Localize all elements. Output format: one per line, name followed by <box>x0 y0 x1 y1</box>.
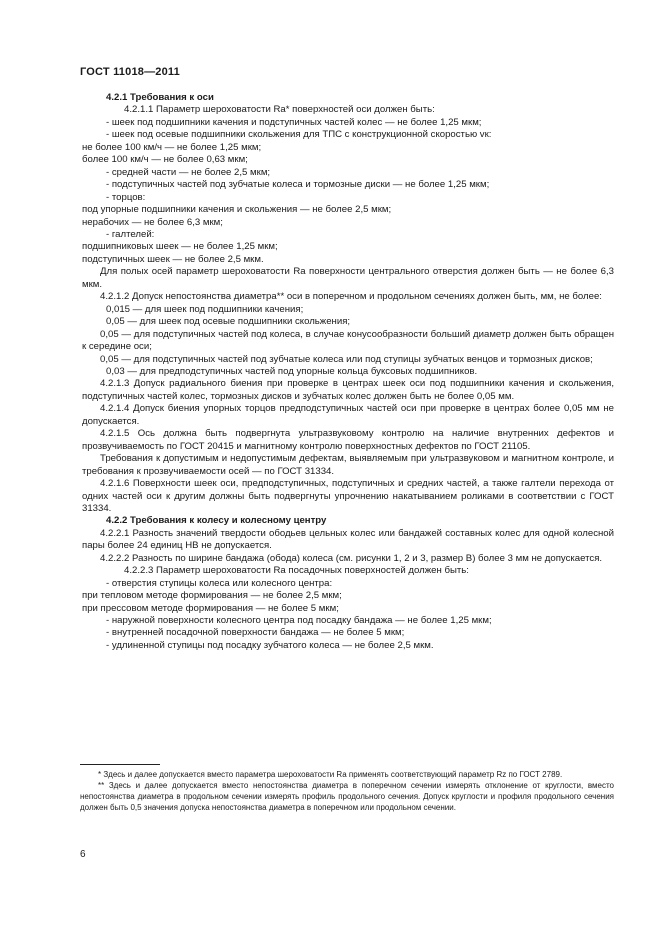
footnote-divider <box>80 764 160 765</box>
list-item: - галтелей: <box>106 228 155 240</box>
list-item: - отверстия ступицы колеса или колесного центра: <box>106 577 333 589</box>
list-item: - шеек под осевые подшипники скольжения для ТПС с конструкционной скоростью vк: <box>106 129 492 141</box>
document-body <box>82 92 614 652</box>
clause-text: 4.2.1.5 Ось должна быть подвергнута ультразвуковому контролю на наличие внутренних дефектов и прозвучиваемость по ГОСТ 20415 и магнитному контролю поверхностных дефектов по ГОСТ 21105. <box>82 428 614 452</box>
list-item: - подступичных частей под зубчатые колеса и тормозные диски — не более 1,25 мкм; <box>106 179 490 191</box>
footnotes <box>80 769 614 813</box>
list-item: - внутренней посадочной поверхности бандажа — не более 5 мкм; <box>106 627 405 639</box>
paragraph: Для полых осей параметр шероховатости Ra поверхности центрального отверстия должен быть — не более 6,3 мкм. <box>82 266 614 290</box>
list-subitem: под упорные подшипники качения и скольжения — не более 2,5 мкм; <box>82 204 392 216</box>
section-heading: 4.2.2 Требования к колесу и колесному центру <box>106 515 327 527</box>
list-subitem: более 100 км/ч — не более 0,63 мкм; <box>82 154 248 166</box>
footnote: ** Здесь и далее допускается вместо непостоянства диаметра в поперечном сечении измерять отклонение от круглости, вместо непостоянства диаметра в продольном сечении измерять профиль продольного сечения. Допуск круглости и профиля продольного сечения должен быть 0,5 значения допуска непостоянства диаметра в поперечном или продольном сечении. <box>80 781 614 812</box>
list-item: - торцов: <box>106 191 146 203</box>
list-subitem: при прессовом методе формирования — не более 5 мкм; <box>82 602 339 614</box>
clause-text: 4.2.1.6 Поверхности шеек оси, предподступичных, подступичных и средних частей, а также галтели перехода от одних частей оси к другим должны быть подвергнуты упрочнению накатыванием роликами в соответствии с ГОСТ 31334. <box>82 478 614 514</box>
list-item: 0,05 — для шеек под осевые подшипники скольжения; <box>106 316 351 328</box>
footnote: * Здесь и далее допускается вместо параметра шероховатости Ra применять соответствующий параметр Rz по ГОСТ 2789. <box>98 770 563 779</box>
list-item: 0,03 — для предподступичных частей под упорные кольца буксовых подшипников. <box>106 365 478 377</box>
list-subitem: не более 100 км/ч — не более 1,25 мкм; <box>82 141 262 153</box>
list-item: - шеек под подшипники качения и подступичных частей колес — не более 1,25 мкм; <box>106 116 482 128</box>
list-item: 0,05 — для подступичных частей под колеса, в случае конусообразности больший диаметр должен быть обращен к середине оси; <box>82 328 614 353</box>
clause-text: 4.2.1.2 Допуск непостоянства диаметра** оси в поперечном и продольном сечениях должен быть, мм, не более: <box>100 291 602 303</box>
clause-text: 4.2.2.1 Разность значений твердости ободьев цельных колес или бандажей составных колес для одной колесной пары более 24 единиц НВ не допускается. <box>82 527 614 552</box>
list-item: 0,05 — для подступичных частей под зубчатые колеса или под ступицы зубчатых венцов и тормозных дисков; <box>100 353 593 365</box>
clause-text: 4.2.2.2 Разность по ширине бандажа (обода) колеса (см. рисунки 1, 2 и 3, размер В) более 3 мм не допускается. <box>100 552 603 564</box>
page-number: 6 <box>80 849 86 860</box>
clause-text: 4.2.1.1 Параметр шероховатости Ra* поверхностей оси должен быть: <box>124 104 435 116</box>
list-subitem: подступичных шеек — не более 2,5 мкм. <box>82 253 264 265</box>
document-header: ГОСТ 11018—2011 <box>80 66 180 78</box>
section-heading: 4.2.1 Требования к оси <box>106 92 214 103</box>
clause-text: 4.2.2.3 Параметр шероховатости Ra посадочных поверхностей должен быть: <box>124 565 469 577</box>
paragraph: Требования к допустимым и недопустимым дефектам, выявляемым при ультразвуковом и магнитном контроле, и требования к прозвучиваемости осей — по ГОСТ 31334. <box>82 453 614 477</box>
clause-text: 4.2.1.4 Допуск биения упорных торцов предподступичных частей оси при проверке в центрах более 0,05 мм не допускается. <box>82 403 614 427</box>
list-item: - наружной поверхности колесного центра под посадку бандажа — не более 1,25 мкм; <box>106 615 492 627</box>
list-subitem: нерабочих — не более 6,3 мкм; <box>82 216 223 228</box>
list-item: - удлиненной ступицы под посадку зубчатого колеса — не более 2,5 мкм. <box>106 639 434 651</box>
list-subitem: при тепловом методе формирования — не более 2,5 мкм; <box>82 590 342 602</box>
list-item: 0,015 — для шеек под подшипники качения; <box>106 303 304 315</box>
list-item: - средней части — не более 2,5 мкм; <box>106 166 271 178</box>
list-subitem: подшипниковых шеек — не более 1,25 мкм; <box>82 241 278 253</box>
clause-text: 4.2.1.3 Допуск радиального биения при проверке в центрах шеек оси под подшипники качения и скольжения, подступичных частей колес, тормозных дисков и зубчатых колес должен быть не более 0,05 мм. <box>82 378 614 402</box>
